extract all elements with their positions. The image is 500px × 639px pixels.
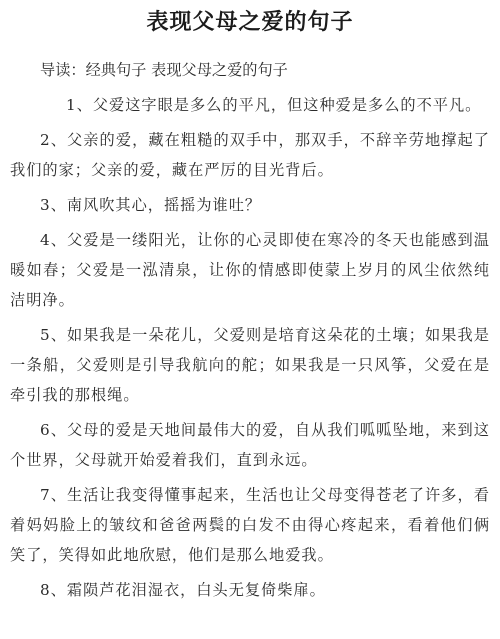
- paragraph-3: 3、南风吹其心，摇摇为谁吐？: [40, 196, 262, 214]
- paragraph-7: 7、生活让我变得懂事起来，生活也让父母变得苍老了许多，看着妈妈脸上的皱纹和爸爸两鬓的白发不由得心疼起来，看着他们俩笑了，笑得如此地欣慰，他们是那么地爱我。: [10, 486, 490, 564]
- paragraph-1: 1、父爱这字眼是多么的平凡，但这种爱是多么的不平凡。: [66, 96, 482, 114]
- lead-text: 导读：经典句子 表现父母之爱的句子: [40, 61, 288, 79]
- paragraph-2: 2、父亲的爱，藏在粗糙的双手中，那双手，不辞辛劳地撑起了我们的家；父亲的爱，藏在严厉的目光背后。: [10, 131, 490, 179]
- article-body: [10, 90, 490, 605]
- paragraph-4: 4、父爱是一缕阳光，让你的心灵即使在寒冷的冬天也能感到温暖如春；父爱是一泓清泉，让你的情感即使蒙上岁月的风尘依然纯洁明净。: [10, 231, 490, 309]
- paragraph-6: 6、父母的爱是天地间最伟大的爱，自从我们呱呱坠地，来到这个世界，父母就开始爱着我们，直到永远。: [10, 421, 490, 469]
- paragraph-8: 8、霜陨芦花泪湿衣，白头无复倚柴扉。: [40, 581, 326, 599]
- paragraph-5: 5、如果我是一朵花儿，父爱则是培育这朵花的土壤；如果我是一条船，父爱则是引导我航向的舵；如果我是一只风筝，父爱在是牵引我的那根绳。: [10, 326, 490, 404]
- page-title: 表现父母之爱的句子: [146, 10, 354, 35]
